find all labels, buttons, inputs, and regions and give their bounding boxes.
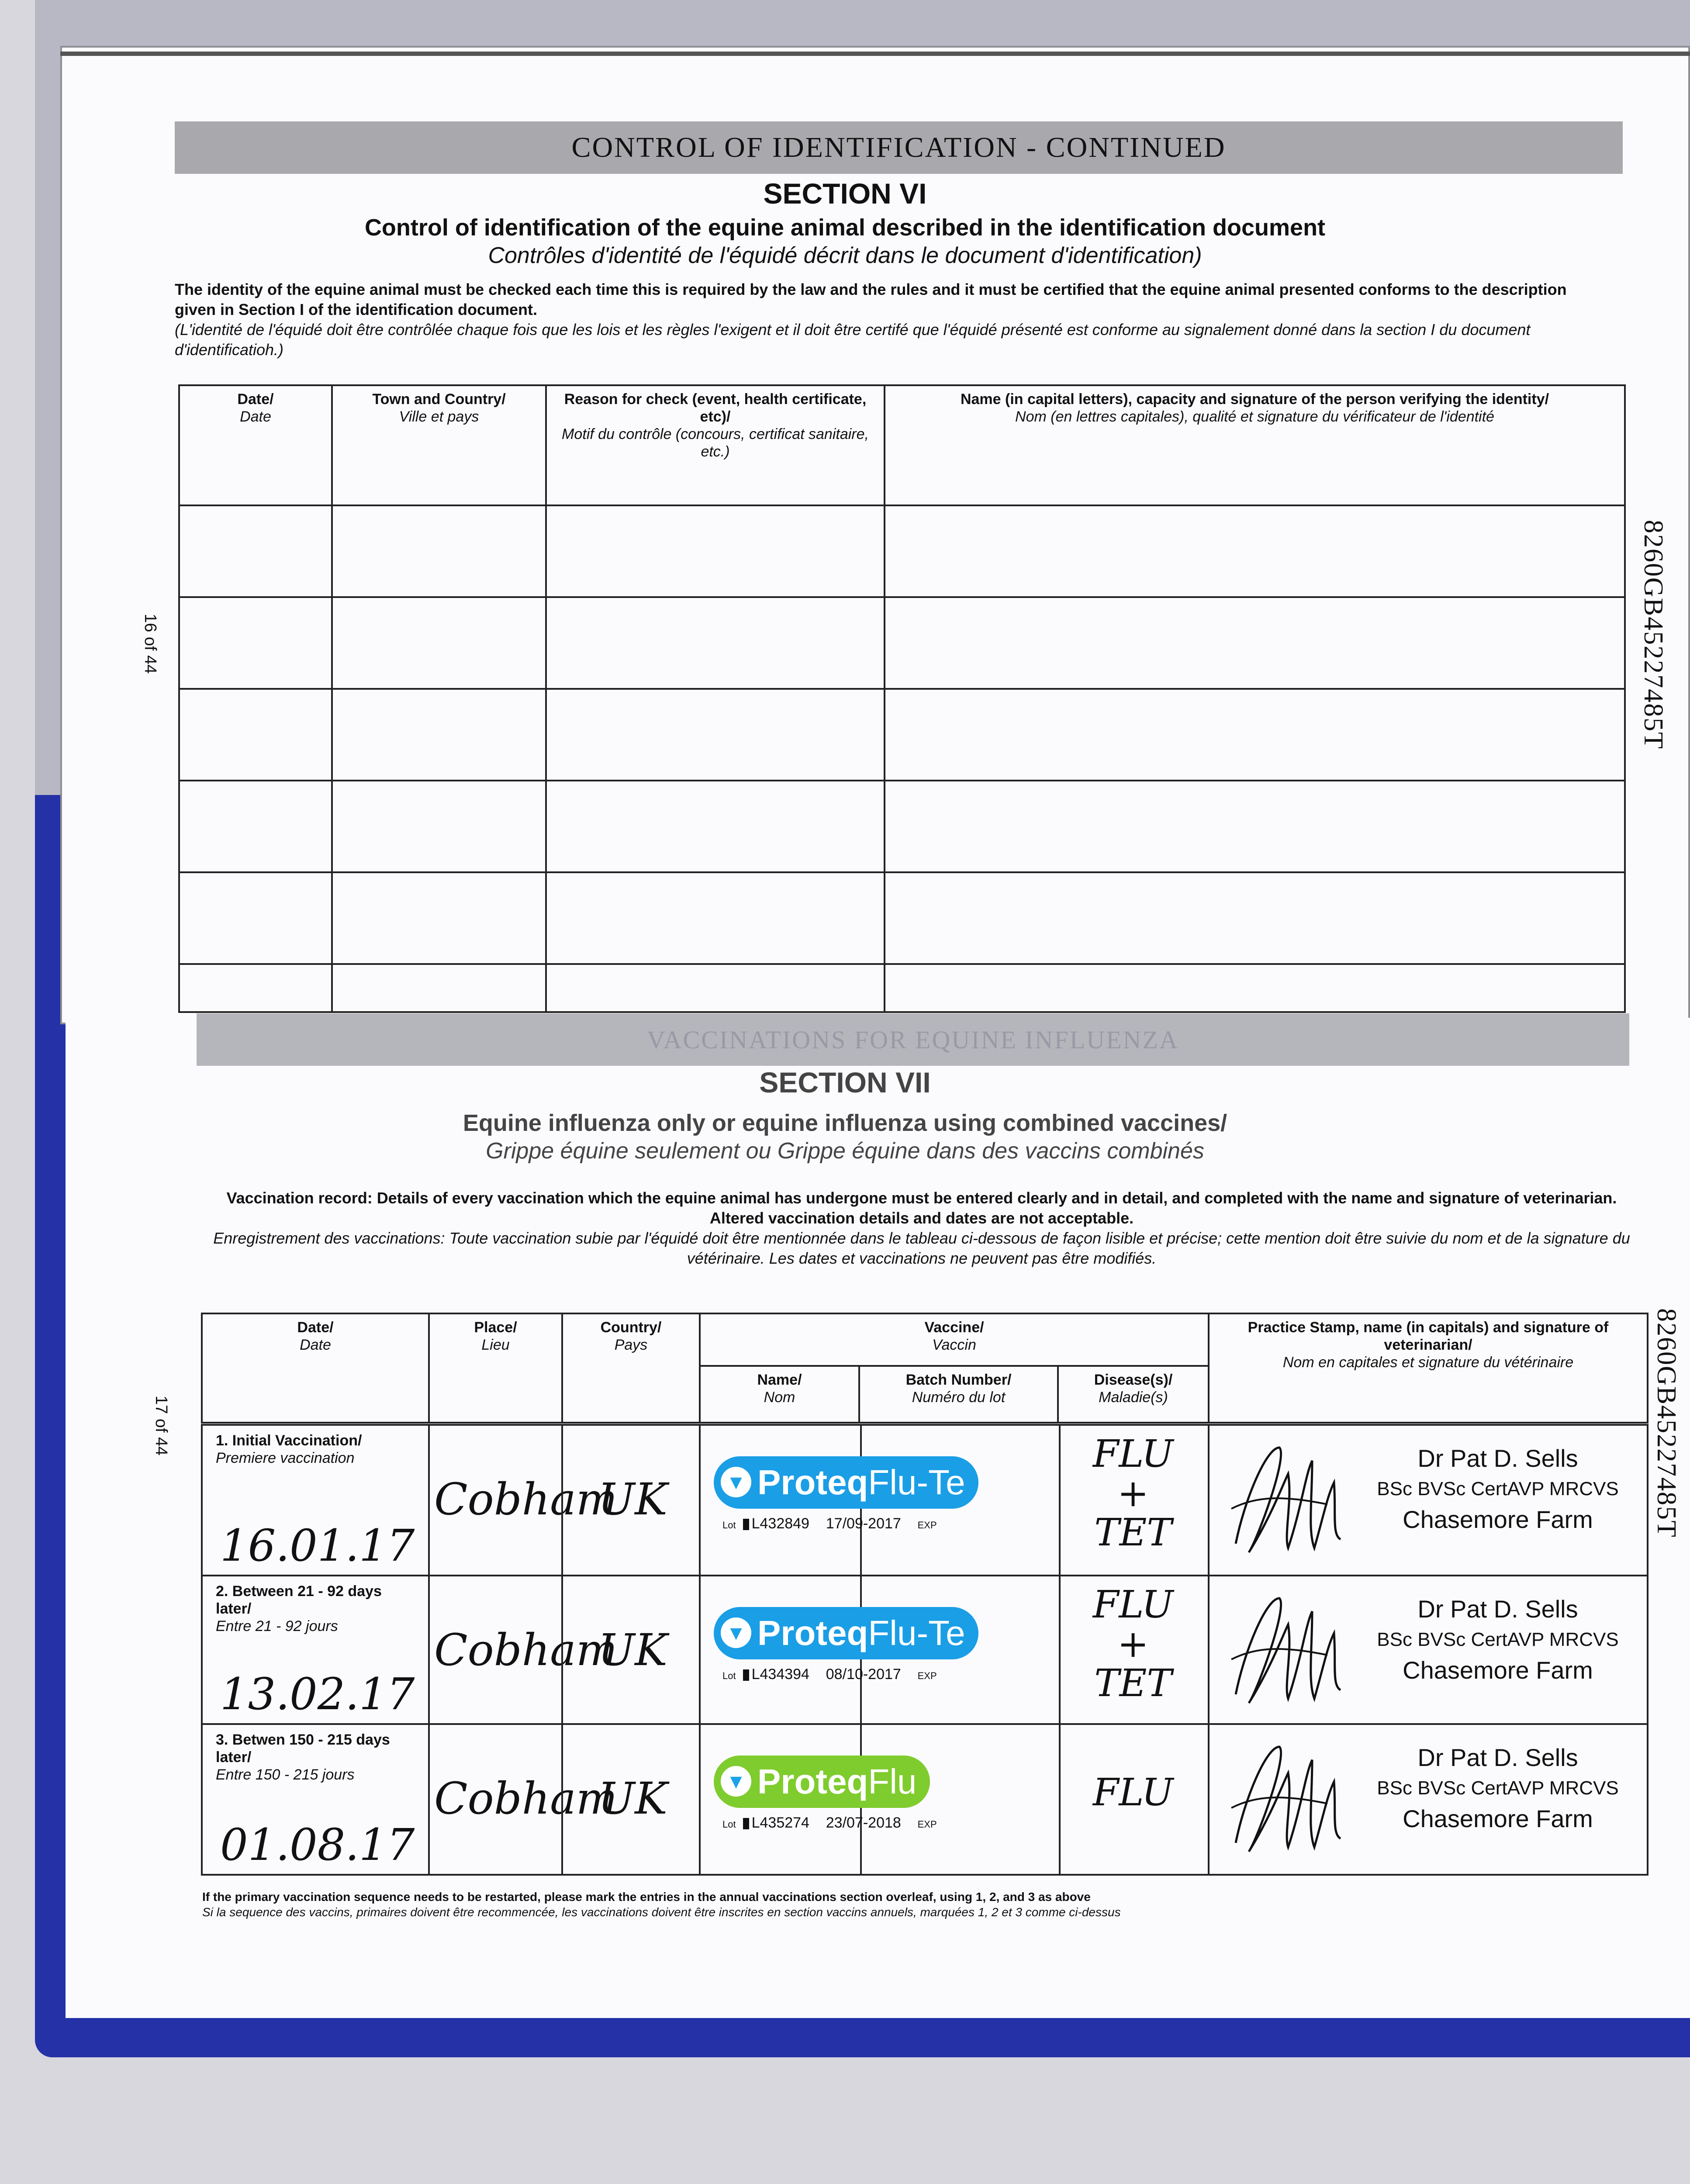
vet-stamp <box>1358 1443 1638 1535</box>
batch-number <box>722 1666 944 1683</box>
vacc-country: UK <box>598 1773 667 1824</box>
drop-icon: ▼ <box>721 1617 751 1648</box>
disease-line: TET <box>1094 1511 1172 1555</box>
vet-practice: Chasemore Farm <box>1403 1805 1593 1832</box>
vaccine-product: Flu-Te <box>868 1614 965 1652</box>
section-vii-subtitle-fr: Grippe équine seulement ou Grippe équine dans des vaccins combinés <box>486 1138 1204 1164</box>
vet-qualifications: BSc BVSc CertAVP MRCVS <box>1377 1629 1619 1650</box>
col-verifier-en: Name (in capital letters), capacity and signature of the person verifying the identity/ <box>960 391 1549 408</box>
vaccine-name-label <box>714 1456 978 1509</box>
vacc-row-place-cell <box>428 1723 618 1876</box>
batch-number <box>722 1515 944 1532</box>
row-label: 3. Betwen 150 - 215 days later/ <box>216 1731 390 1766</box>
vacc-row-vet-cell <box>1208 1723 1649 1876</box>
id-cell-reason[interactable] <box>546 505 885 597</box>
vacc-col-vaccine-fr: Vaccin <box>932 1337 976 1353</box>
vacc-col-place-en: Place/ <box>474 1319 517 1336</box>
identity-row <box>179 872 1625 964</box>
vacc-col-vaccine <box>700 1313 1209 1366</box>
vacc-row-date-cell <box>201 1424 430 1576</box>
vacc-disease <box>1076 1773 1190 1812</box>
vacc-place: Cobham <box>434 1474 618 1525</box>
vaccine-brand: Proteq <box>757 1614 868 1652</box>
exp-suffix: EXP <box>917 1670 937 1681</box>
id-cell-town[interactable] <box>332 964 546 1012</box>
vacc-col-name-fr: Nom <box>764 1389 795 1406</box>
vacc-place: Cobham <box>434 1773 618 1824</box>
identity-row <box>179 964 1625 1012</box>
id-cell-date[interactable] <box>179 964 332 1012</box>
id-cell-reason[interactable] <box>546 597 885 689</box>
identity-row <box>179 505 1625 597</box>
disease-line: TET <box>1094 1662 1172 1705</box>
disease-line: FLU <box>1092 1771 1174 1814</box>
vacc-disease <box>1076 1432 1190 1555</box>
section-vii-intro <box>205 1188 1638 1268</box>
vacc-col-batch-fr: Numéro du lot <box>912 1389 1006 1406</box>
id-cell-town[interactable] <box>332 689 546 781</box>
batch-number <box>722 1814 944 1832</box>
lot-prefix: Lot <box>722 1520 736 1531</box>
vacc-col-name <box>700 1366 859 1423</box>
id-cell-reason[interactable] <box>546 872 885 964</box>
id-cell-verifier[interactable] <box>885 964 1625 1012</box>
row-label-fr: Entre 150 - 215 jours <box>216 1766 355 1783</box>
page-edge-rule <box>60 52 1690 56</box>
vacc-intro: Vaccination record: Details of every vaccination which the equine animal has undergone must be entered clearly and in detail, and completed with the name and signature of veterinarian. <box>226 1189 1617 1207</box>
id-cell-reason[interactable] <box>546 781 885 872</box>
vet-name: Dr Pat D. Sells <box>1417 1744 1578 1771</box>
identity-row <box>179 597 1625 689</box>
vacc-col-date <box>202 1313 429 1423</box>
id-cell-reason[interactable] <box>546 689 885 781</box>
vacc-col-disease-fr: Maladie(s) <box>1099 1389 1168 1406</box>
vacc-col-practice <box>1209 1313 1648 1423</box>
lot-marker <box>743 1519 749 1530</box>
identity-check-table <box>178 384 1626 1013</box>
vacc-intro-fr: Enregistrement des vaccinations: Toute vaccination subie par l'équidé doit être mentionnée dans le tableau ci-dessous de façon lisible et précise; cette mention doit être suivie du nom et de la signature du vétérinaire. Les dates et vaccinations ne peuvent pas être modifiés. <box>213 1229 1630 1267</box>
id-cell-verifier[interactable] <box>885 505 1625 597</box>
id-cell-town[interactable] <box>332 505 546 597</box>
vacc-row-vet-cell <box>1208 1424 1649 1576</box>
vaccine-product: Flu-Te <box>868 1463 965 1502</box>
vaccination-table <box>201 1313 1649 1424</box>
expiry-date: 17/09-2017 <box>826 1515 901 1532</box>
id-cell-verifier[interactable] <box>885 597 1625 689</box>
document-id-top: 8260GB45227485T <box>1638 520 1668 750</box>
vacc-row-place-cell <box>428 1575 618 1725</box>
vacc-disease <box>1076 1585 1190 1703</box>
col-reason-fr: Motif du contrôle (concours, certificat sanitaire, etc.) <box>562 426 869 460</box>
vacc-date: 01.08.17 <box>220 1819 415 1870</box>
col-date-en: Date/ <box>237 391 274 408</box>
section-vii-subtitle: Equine influenza only or equine influenza using combined vaccines/ <box>463 1110 1227 1136</box>
vacc-col-vaccine-en: Vaccine/ <box>924 1319 984 1336</box>
disease-line: + <box>1117 1472 1149 1515</box>
col-verifier-fr: Nom (en lettres capitales), qualité et signature du vérificateur de l'identité <box>1015 408 1494 425</box>
disease-line: + <box>1117 1622 1149 1666</box>
disease-line: FLU <box>1092 1432 1174 1476</box>
lot-marker <box>743 1669 749 1681</box>
vet-name: Dr Pat D. Sells <box>1417 1444 1578 1472</box>
vaccine-sticker <box>705 1590 993 1694</box>
id-cell-date[interactable] <box>179 872 332 964</box>
vet-stamp <box>1358 1594 1638 1686</box>
section-vi-banner: CONTROL OF IDENTIFICATION - CONTINUED <box>175 121 1623 174</box>
row-label-fr: Premiere vaccination <box>216 1450 355 1466</box>
footnote-fr: Si la sequence des vaccins, primaires doivent être recommencée, les vaccinations doivent être inscrites en section vaccins annuels, marquées 1, 2 et 3 comme ci-dessus <box>202 1905 1121 1919</box>
vacc-col-date-fr: Date <box>300 1337 331 1353</box>
id-cell-verifier[interactable] <box>885 781 1625 872</box>
vacc-col-practice-en: Practice Stamp, name (in capitals) and signature of veterinarian/ <box>1248 1319 1609 1353</box>
vacc-intro-2: Altered vaccination details and dates are not acceptable. <box>709 1209 1134 1227</box>
page-number-17: 17 of 44 <box>152 1396 170 1456</box>
id-cell-date[interactable] <box>179 597 332 689</box>
lot-marker <box>743 1818 749 1829</box>
intro-text-fr: (L'identité de l'équidé doit être contrôlée chaque fois que les lois et les règles l'exigent et il doit être certifé que l'équidé présenté est conforme au signalement donné dans la section I du document d'identificatioh.) <box>175 321 1531 359</box>
vacc-place: Cobham <box>434 1624 618 1676</box>
col-town-en: Town and Country/ <box>372 391 506 408</box>
vet-signature <box>1218 1729 1349 1865</box>
section-vi-subtitle-fr: Contrôles d'identité de l'équidé décrit dans le document d'identification) <box>488 243 1202 268</box>
lot-prefix: Lot <box>722 1670 736 1681</box>
vacc-col-place-fr: Lieu <box>481 1337 510 1353</box>
lot-prefix: Lot <box>722 1819 736 1830</box>
vacc-col-batch-en: Batch Number/ <box>905 1372 1012 1388</box>
vacc-col-disease <box>1058 1366 1209 1423</box>
vet-qualifications: BSc BVSc CertAVP MRCVS <box>1377 1777 1619 1799</box>
exp-suffix: EXP <box>917 1819 937 1830</box>
lot-number: L435274 <box>751 1814 809 1831</box>
vacc-col-batch <box>859 1366 1058 1423</box>
id-cell-date[interactable] <box>179 505 332 597</box>
vet-name: Dr Pat D. Sells <box>1417 1595 1578 1623</box>
footnote: If the primary vaccination sequence needs to be restarted, please mark the entries in the annual vaccinations section overleaf, using 1, 2, and 3 as above <box>202 1890 1091 1904</box>
document-id-bottom: 8260GB45227485T <box>1652 1308 1681 1538</box>
vaccine-sticker <box>705 1738 993 1843</box>
vacc-country: UK <box>598 1624 667 1676</box>
vacc-date: 16.01.17 <box>220 1520 415 1571</box>
section-vi-intro <box>175 280 1603 360</box>
drop-icon: ▼ <box>721 1467 751 1497</box>
col-town-fr: Ville et pays <box>399 408 479 425</box>
id-cell-town[interactable] <box>332 597 546 689</box>
vet-signature <box>1218 1581 1349 1716</box>
vacc-row-place-cell <box>428 1424 618 1576</box>
vacc-row-date-cell <box>201 1575 430 1725</box>
col-reason-en: Reason for check (event, health certificate, etc)/ <box>564 391 867 425</box>
vacc-col-country <box>562 1313 700 1423</box>
column-divider <box>1059 1725 1061 1874</box>
vet-stamp <box>1358 1742 1638 1834</box>
vet-signature <box>1218 1430 1349 1565</box>
vacc-col-name-en: Name/ <box>757 1372 802 1388</box>
id-cell-verifier[interactable] <box>885 872 1625 964</box>
id-cell-date[interactable] <box>179 689 332 781</box>
vacc-row-date-cell <box>201 1723 430 1876</box>
vaccine-name-label <box>714 1607 978 1659</box>
vacc-row-country-cell <box>561 1575 701 1725</box>
col-reason <box>546 385 885 505</box>
vaccine-product: Flu <box>868 1762 917 1801</box>
vet-practice: Chasemore Farm <box>1403 1506 1593 1533</box>
id-cell-town[interactable] <box>332 872 546 964</box>
row-label: 2. Between 21 - 92 days later/ <box>216 1583 382 1617</box>
id-cell-verifier[interactable] <box>885 689 1625 781</box>
expiry-date: 08/10-2017 <box>826 1666 901 1683</box>
vacc-date: 13.02.17 <box>220 1669 415 1720</box>
col-date <box>179 385 332 505</box>
id-cell-reason[interactable] <box>546 964 885 1012</box>
vet-qualifications: BSc BVSc CertAVP MRCVS <box>1377 1478 1619 1500</box>
lot-number: L432849 <box>751 1515 809 1532</box>
column-divider <box>1059 1426 1061 1575</box>
col-town-country <box>332 385 546 505</box>
vacc-col-country-en: Country/ <box>600 1319 662 1336</box>
vacc-row-country-cell <box>561 1723 701 1876</box>
intro-text: The identity of the equine animal must be checked each time this is required by the law and the rules and it must be certified that the equine animal presented conforms to the description given in Section I of the identification document. <box>175 280 1567 318</box>
vaccine-brand: Proteq <box>757 1463 868 1502</box>
vacc-row-vet-cell <box>1208 1575 1649 1725</box>
vaccine-brand: Proteq <box>757 1762 868 1801</box>
column-divider <box>1059 1576 1061 1723</box>
col-verifier <box>885 385 1625 505</box>
lot-number: L434394 <box>751 1666 809 1683</box>
vacc-col-disease-en: Disease(s)/ <box>1094 1372 1173 1388</box>
section-vi-subtitle: Control of identification of the equine animal described in the identification document <box>364 214 1326 241</box>
drop-icon: ▼ <box>721 1766 751 1797</box>
vacc-col-practice-fr: Nom en capitales et signature du vétérinaire <box>1282 1354 1574 1371</box>
section-vii-banner: VACCINATIONS FOR EQUINE INFLUENZA <box>197 1013 1629 1066</box>
vacc-row-country-cell <box>561 1424 701 1576</box>
disease-line: FLU <box>1092 1583 1174 1627</box>
vacc-row-vaccine-cell <box>699 1424 1210 1576</box>
row-label: 1. Initial Vaccination/ <box>216 1432 362 1449</box>
vacc-col-country-fr: Pays <box>614 1337 648 1353</box>
vacc-row-vaccine-cell <box>699 1723 1210 1876</box>
row-label-fr: Entre 21 - 92 jours <box>216 1618 338 1635</box>
id-cell-town[interactable] <box>332 781 546 872</box>
vet-practice: Chasemore Farm <box>1403 1656 1593 1684</box>
identity-row <box>179 781 1625 872</box>
id-cell-date[interactable] <box>179 781 332 872</box>
page-number-16: 16 of 44 <box>141 614 159 674</box>
col-date-fr: Date <box>240 408 271 425</box>
vacc-row-vaccine-cell <box>699 1575 1210 1725</box>
section-vii-title: SECTION VII <box>759 1066 931 1099</box>
vaccine-sticker <box>705 1439 993 1544</box>
expiry-date: 23/07-2018 <box>826 1814 901 1831</box>
section-vi-title: SECTION VI <box>763 177 927 210</box>
vacc-country: UK <box>598 1474 667 1525</box>
exp-suffix: EXP <box>917 1520 937 1531</box>
vacc-col-place <box>429 1313 562 1423</box>
identity-row <box>179 689 1625 781</box>
vacc-col-date-en: Date/ <box>297 1319 334 1336</box>
